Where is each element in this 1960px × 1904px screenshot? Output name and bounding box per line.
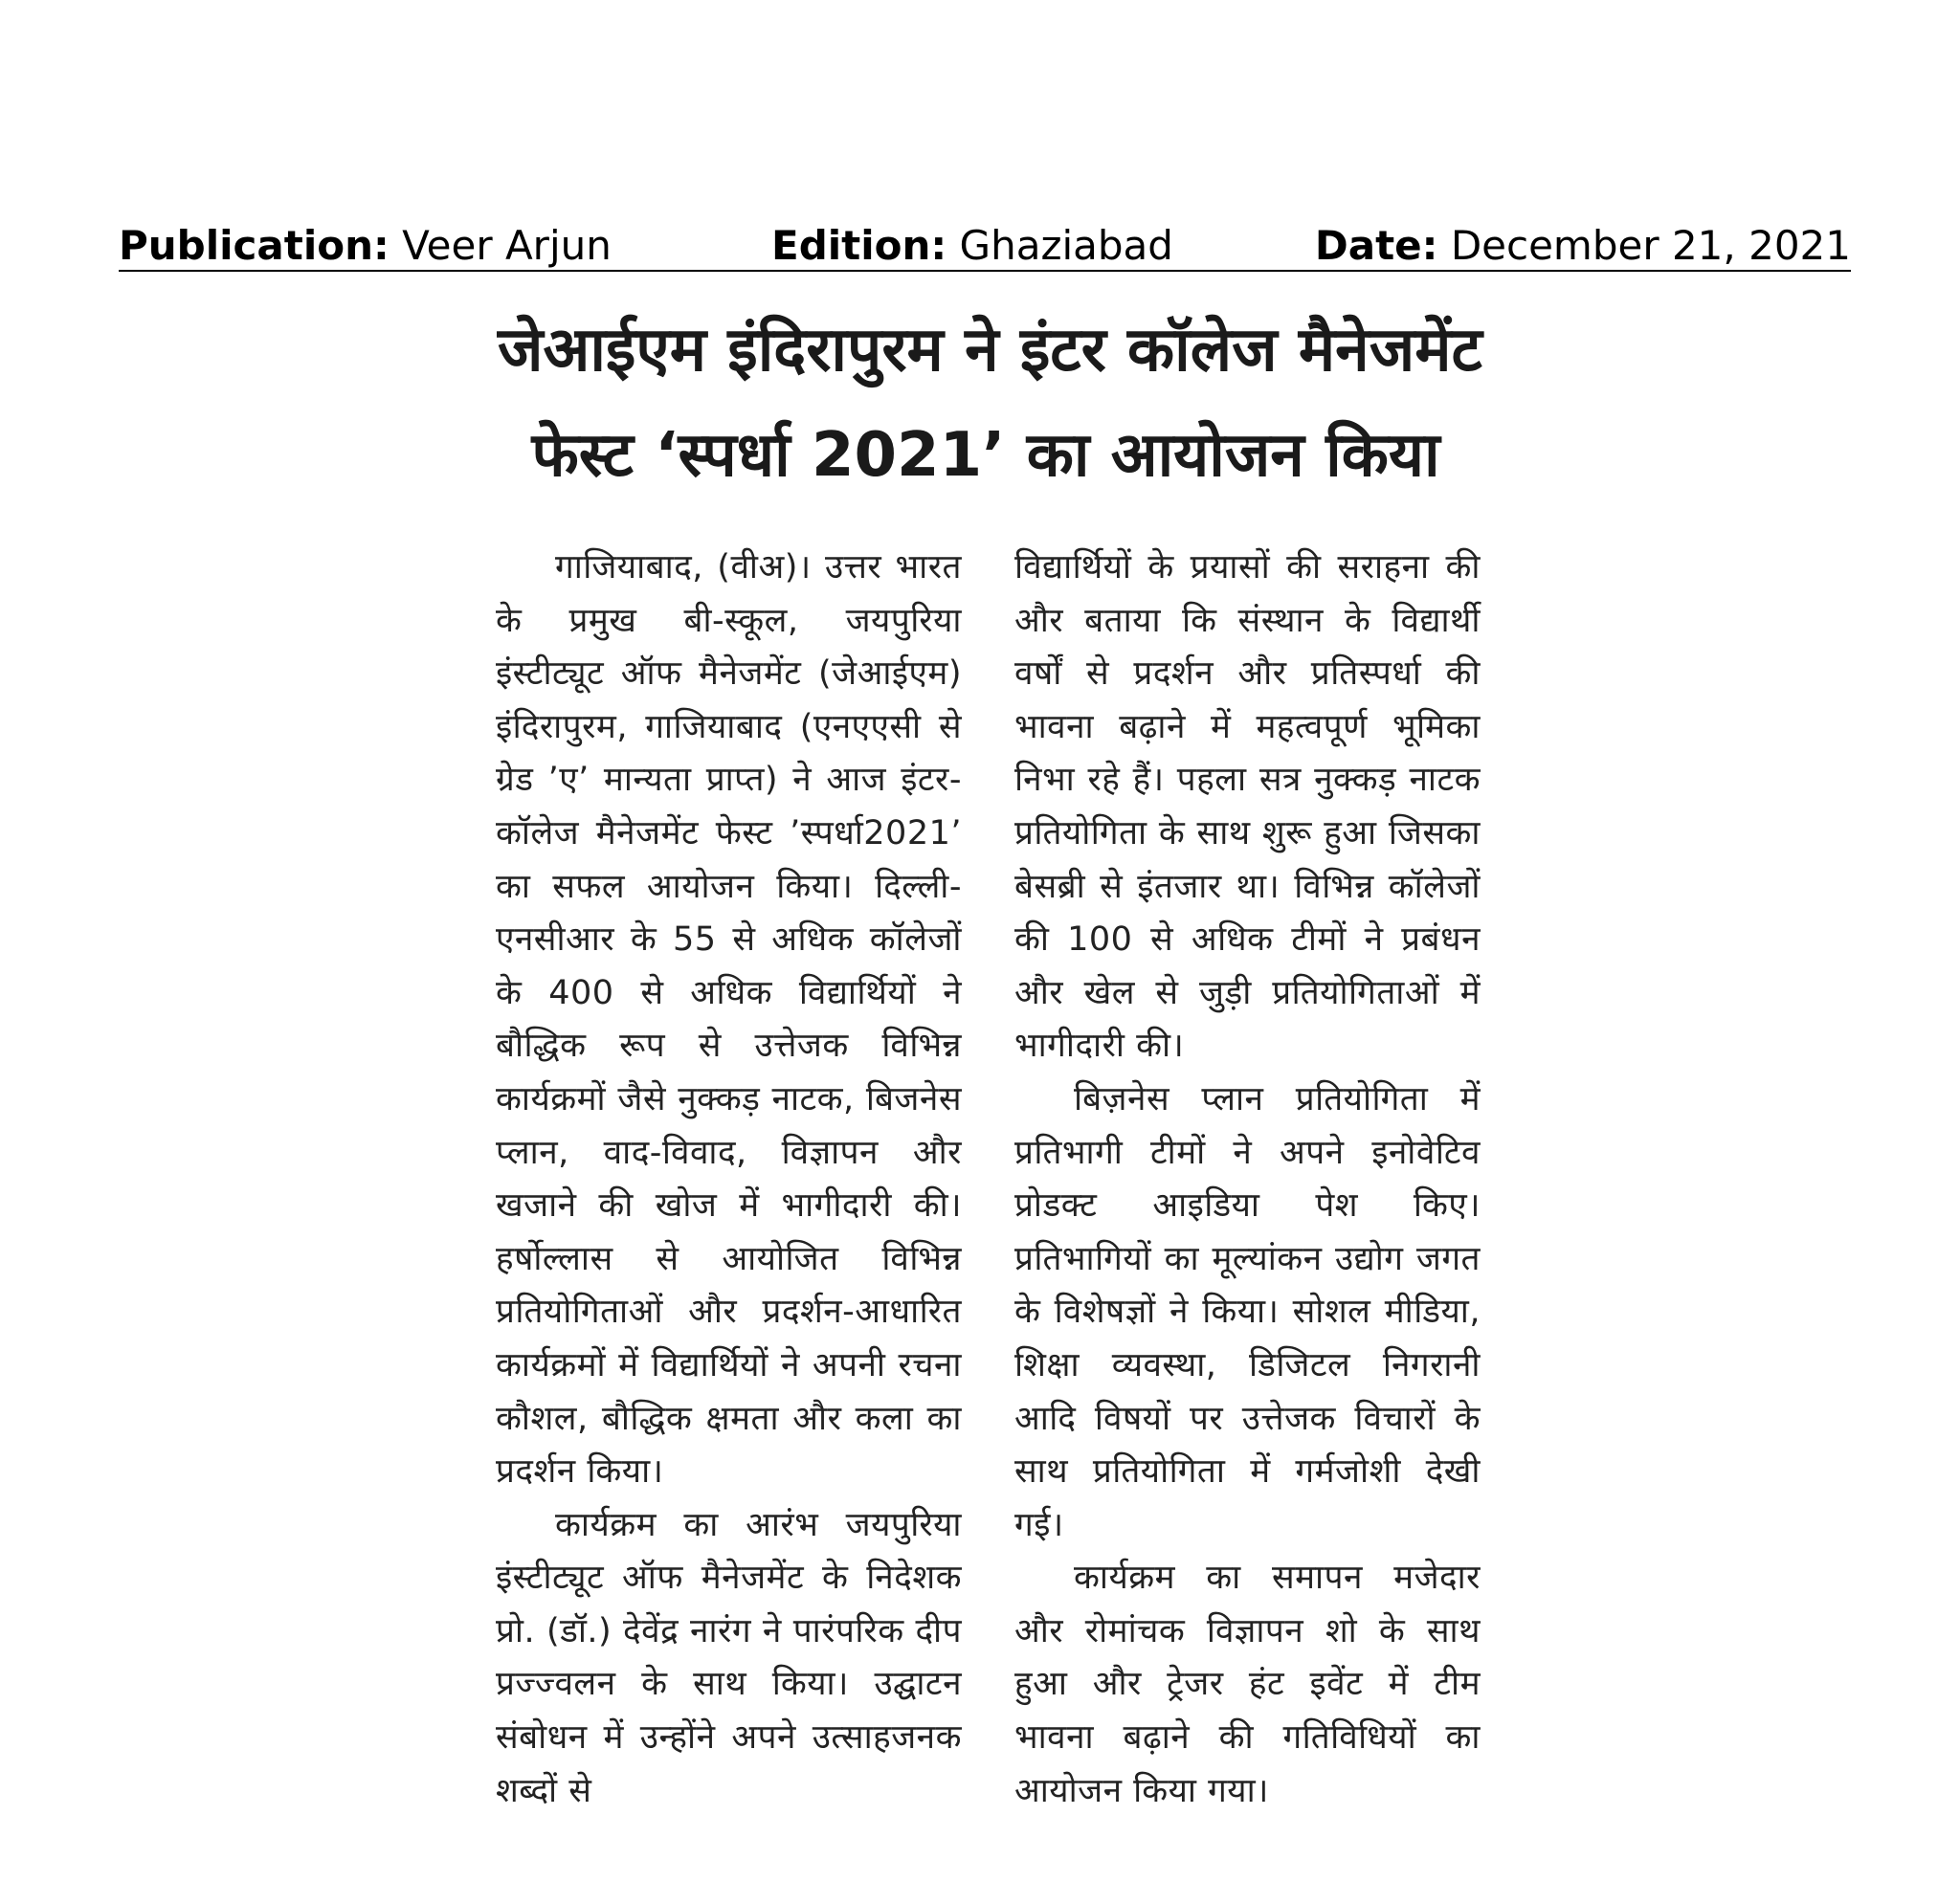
date-label: Date: bbox=[1314, 222, 1438, 269]
article-paragraph: बिज़नेस प्लान प्रतियोगिता में प्रतिभागी टीमों ने अपने इनोवेटिव प्रोडक्ट आइडिया पेश किए। प्रतिभागियों का मूल्यांकन उद्योग जगत के विशेषज्ञों ने किया। सोशल मीडिया, शिक्षा व्यवस्था, डिजिटल निगरानी आदि विषयों पर उत्तेजक विचारों के साथ प्रतियोगिता में गर्मजोशी देखी गई। bbox=[1014, 1079, 1481, 1544]
publication-value: Veer Arjun bbox=[402, 222, 612, 269]
article-paragraph: कार्यक्रम का समापन मजेदार और रोमांचक विज्ञापन शो के साथ हुआ और ट्रेजर हंट इवेंट में टीम भावना बढ़ाने की गतिविधियों का आयोजन किया गया। bbox=[1014, 1559, 1481, 1810]
date-field bbox=[1315, 222, 1851, 270]
article-paragraph: कार्यक्रम का आरंभ जयपुरिया इंस्टीट्यूट ऑफ मैनेजमेंट के निदेशक प्रो. (डॉ.) देवेंद्र नारंग ने पारंपरिक दीप प्रज्ज्वलन के साथ किया। उद्घाटन संबोधन में उन्होंने अपने उत्साहजनक शब्दों से bbox=[496, 1505, 962, 1810]
edition-value: Ghaziabad bbox=[959, 222, 1173, 269]
edition-label: Edition: bbox=[771, 222, 947, 269]
publication-field bbox=[119, 222, 612, 270]
article-column-right bbox=[1014, 542, 1481, 1818]
article-paragraph: गाजियाबाद, (वीअ)। उत्तर भारत के प्रमुख बी-स्कूल, जयपुरिया इंस्टीट्यूट ऑफ मैनेजमेंट (जेआईएम) इंदिरापुरम, गाजियाबाद (एनएएसी से ग्रेड ’ए’ मान्यता प्राप्त) ने आज इंटर-कॉलेज मैनेजमेंट फेस्ट ’स्पर्धा2021’ का सफल आयोजन किया। दिल्ली-एनसीआर के 55 से अधिक कॉलेजों के 400 से अधिक विद्यार्थियों ने बौद्धिक रूप से उत्तेजक विभिन्न कार्यक्रमों जैसे नुक्कड़ नाटक, बिजनेस प्लान, वाद-विवाद, विज्ञापन और खजाने की खोज में भागीदारी की। हर्षोल्लास से आयोजित विभिन्न प्रतियोगिताओं और प्रदर्शन-आधारित कार्यक्रमों में विद्यार्थियों ने अपनी रचना कौशल, बौद्धिक क्षमता और कला का प्रदर्शन किया। bbox=[496, 548, 962, 1492]
article-paragraph: विद्यार्थियों के प्रयासों की सराहना की और बताया कि संस्थान के विद्यार्थी वर्षों से प्रदर्शन और प्रतिस्पर्धा की भावना बढ़ाने में महत्वपूर्ण भूमिका निभा रहे हैं। पहला सत्र नुक्कड़ नाटक प्रतियोगिता के साथ शुरू हुआ जिसका बेसब्री से इंतजार था। विभिन्न कॉलेजों की 100 से अधिक टीमों ने प्रबंधन और खेल से जुड़ी प्रतियोगिताओं में भागीदारी की। bbox=[1014, 548, 1481, 1066]
article-headline bbox=[498, 304, 1482, 501]
headline-line-2: फेस्ट ‘स्पर्धा 2021’ का आयोजन किया bbox=[531, 420, 1440, 491]
publication-meta-bar bbox=[119, 222, 1851, 272]
headline-line-1: जेआईएम इंदिरापुरम ने इंटर कॉलेज मैनेजमेंट bbox=[498, 315, 1482, 386]
date-value: December 21, 2021 bbox=[1450, 222, 1851, 269]
article-column-left bbox=[496, 542, 962, 1818]
publication-label: Publication: bbox=[119, 222, 390, 269]
edition-field bbox=[771, 222, 1173, 270]
